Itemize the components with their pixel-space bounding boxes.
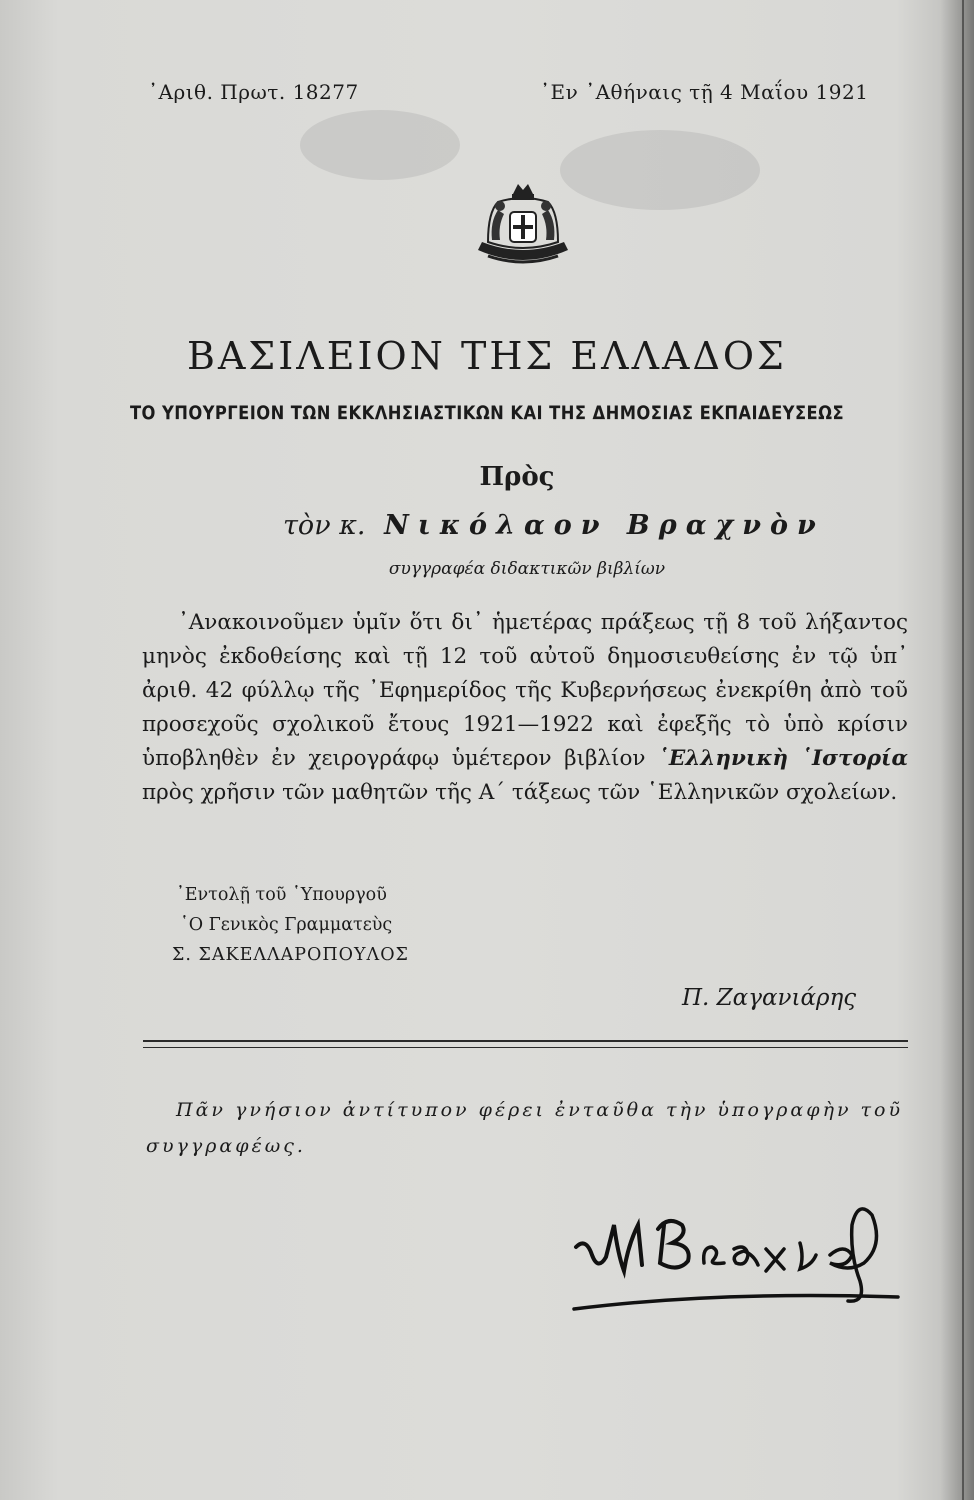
order-line: ᾽Εντολῇ τοῦ ῾Υπουργοῦ [176,885,387,905]
note-text: Πᾶν γνήσιον ἀντίτυπον φέρει ἐνταῦθα τὴν ὑπογραφὴν τοῦ συγγραφέως. [146,1099,904,1157]
ministry-title: ΤΟ ΥΠΟΥΡΓΕΙΟΝ ΤΩΝ ΕΚΚΛΗΣΙΑΣΤΙΚΩΝ ΚΑΙ ΤΗΣ ΔΗΜΟΣΙΑΣ ΕΚΠΑΙΔΕΥΣΕΩΣ [129,402,845,424]
protocol-number: ᾽Αριθ. Πρωτ. 18277 [148,80,359,104]
book-title: ῾Ελληνικὴ ῾Ιστορία [658,746,908,771]
body-part-1: ᾽Ανακοινοῦμεν ὑμῖν ὅτι δι᾽ ἡμετέρας πράξεως τῇ 8 τοῦ λήξαντος μηνὸς ἐκδοθείσης καὶ τῇ 12 τοῦ αὐτοῦ δημοσιευθείσης ἐν τῷ ὑπ᾽ ἀριθ. 42 φύλλῳ τῆς ᾽Εφημερίδος τῆς Κυβερνήσεως ἐνεκρίθη ἀπὸ τοῦ προσεχοῦς σχολικοῦ ἔτους 1921—1922 καὶ ἐφεξῆς τὸ ὑπὸ κρίσιν ὑποβληθὲν ἐν χειρογράφῳ ὑμέτερον βιβλίον [142,610,908,771]
addressee-name: Νικόλαον Βραχνὸν [384,510,825,541]
addressee-to: Πρὸς [479,462,555,492]
signature-block [172,880,409,970]
secretary-name: Σ. ΣΑΚΕΛΛΑΡΟΠΟΥΛΟΣ [172,945,409,965]
addressee-salutation: τὸν κ. [283,510,366,541]
authenticity-note [146,1092,906,1164]
addressee-role: συγγραφέα διδακτικῶν βιβλίων [388,559,666,579]
ink-stain [300,110,460,180]
page-edge-shadow [940,0,974,1500]
place-date: ᾽Εν ᾽Αθήναις τῇ 4 Μαΐου 1921 [540,80,869,104]
divider [143,1047,908,1048]
title-line: ῾Ο Γενικὸς Γραμματεὺς [180,915,393,935]
addressee-line [283,510,825,541]
signer-name: Π. Ζαγανιάρης [682,985,857,1011]
divider [143,1040,908,1042]
ink-stain [560,130,760,210]
kingdom-title: ΒΑΣΙΛΕΙΟΝ ΤΗΣ ΕΛΛΑΔΟΣ [187,334,787,378]
body-part-2: πρὸς χρῆσιν τῶν μαθητῶν τῆς Α΄ τάξεως τῶν ῾Ελληνικῶν σχολείων. [142,780,898,805]
author-autograph [568,1185,908,1325]
royal-coat-of-arms-icon [468,172,578,272]
letter-body [142,606,908,810]
